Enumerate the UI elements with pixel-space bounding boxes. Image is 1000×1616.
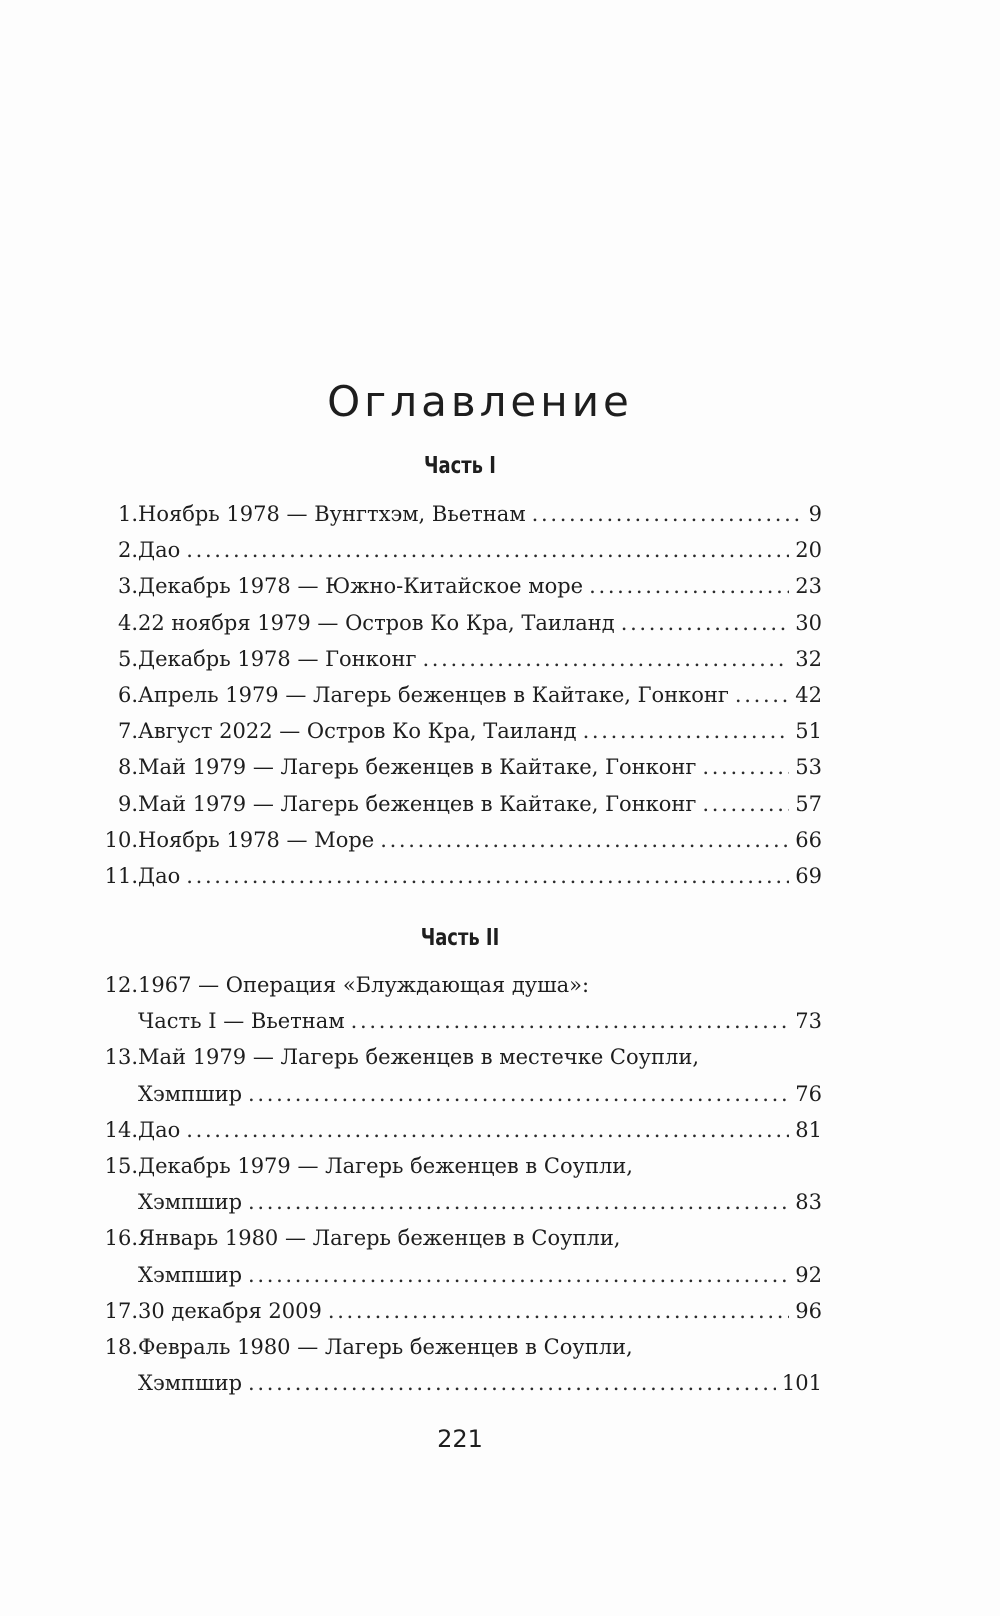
- toc-entry[interactable]: [0, 532, 1000, 568]
- toc-entry[interactable]: [0, 677, 1000, 713]
- toc-entry[interactable]: [0, 1112, 1000, 1148]
- toc-entry[interactable]: [0, 1148, 1000, 1220]
- toc-entry-number: 14.: [104, 1117, 138, 1142]
- toc-entry-page: 81: [795, 1117, 822, 1142]
- toc-entry[interactable]: [0, 605, 1000, 641]
- toc-entry-title: Дао: [138, 538, 181, 563]
- toc-entry-title: Февраль 1980 — Лагерь беженцев в Соупли,: [138, 1335, 633, 1359]
- part-heading-1: Часть I: [424, 453, 496, 479]
- toc-entry-page: 42: [795, 683, 822, 707]
- toc-entry-title: Хэмпшир: [138, 1081, 243, 1106]
- dot-leader: [702, 786, 789, 822]
- toc-entry-title: Январь 1980 — Лагерь беженцев в Соупли,: [138, 1226, 621, 1251]
- toc-entry[interactable]: [0, 1039, 1000, 1111]
- toc-entry-page: 69: [795, 864, 822, 888]
- toc-entry-title: Май 1979 — Лагерь беженцев в Кайтаке, Гонконг: [138, 755, 697, 780]
- dot-leader: [328, 1293, 789, 1329]
- toc-entry-title: Август 2022 — Остров Ко Кра, Таиланд: [138, 719, 577, 744]
- toc-entry-number: 18.: [104, 1335, 138, 1359]
- toc-entry[interactable]: [0, 858, 1000, 894]
- toc-entry[interactable]: [0, 713, 1000, 749]
- toc-entry-page: 76: [795, 1081, 822, 1106]
- toc-entry[interactable]: [0, 1220, 1000, 1292]
- toc-entry-title: Ноябрь 1978 — Море: [138, 827, 375, 852]
- toc-entry-number: 9.: [117, 791, 138, 816]
- toc-entry-number: 4.: [117, 610, 138, 635]
- toc-entry-title: 22 ноября 1979 — Остров Ко Кра, Таиланд: [138, 610, 615, 635]
- dot-leader: [248, 1365, 776, 1401]
- toc-entry-number: 15.: [104, 1154, 138, 1178]
- toc-entry-page: 20: [795, 538, 822, 563]
- dot-leader: [186, 1112, 789, 1148]
- toc-entry-title: Декабрь 1979 — Лагерь беженцев в Соупли,: [138, 1154, 633, 1178]
- toc-entry-title: 1967 — Операция «Блуждающая душа»:: [138, 973, 590, 997]
- dot-leader: [422, 641, 789, 677]
- toc-entry-title: Хэмпшир: [138, 1371, 243, 1396]
- toc-entry-title: Декабрь 1978 — Южно-Китайское море: [138, 574, 584, 599]
- toc-entry-title: Дао: [138, 864, 181, 888]
- toc-entry-page: 66: [795, 827, 822, 852]
- toc-entry-title: Хэмпшир: [138, 1262, 243, 1287]
- toc-entry-number: 3.: [117, 574, 138, 599]
- toc-entry-number: 10.: [104, 827, 138, 852]
- toc-entry[interactable]: [0, 822, 1000, 858]
- toc-entry-page: 83: [795, 1190, 822, 1215]
- toc-entry-page: 32: [795, 646, 822, 671]
- toc-entry-number: 12.: [104, 973, 138, 997]
- page-number: 221: [437, 1425, 483, 1453]
- toc-entry-number: 8.: [117, 755, 138, 780]
- dot-leader: [702, 749, 789, 785]
- dot-leader: [186, 858, 789, 894]
- toc-entry-title: Дао: [138, 1117, 181, 1142]
- dot-leader: [735, 677, 789, 713]
- page-title: Оглавление: [327, 377, 633, 426]
- dot-leader: [589, 568, 789, 604]
- toc-entry-title: Апрель 1979 — Лагерь беженцев в Кайтаке, Гонконг: [138, 683, 729, 707]
- toc-entry-page: 23: [795, 574, 822, 599]
- toc-entry[interactable]: [0, 496, 1000, 532]
- toc-entry[interactable]: [0, 1329, 1000, 1401]
- toc-entry-title: Декабрь 1978 — Гонконг: [138, 646, 417, 671]
- toc-entry[interactable]: [0, 568, 1000, 604]
- toc-entry-number: 7.: [117, 719, 138, 744]
- toc-entry-number: 6.: [117, 683, 138, 707]
- dot-leader: [351, 1003, 790, 1039]
- toc-entry[interactable]: [0, 967, 1000, 1039]
- toc-entry-page: 53: [795, 755, 822, 780]
- dot-leader: [248, 1076, 789, 1112]
- toc-entry-number: 5.: [117, 646, 138, 671]
- toc-entry-number: 16.: [104, 1226, 138, 1251]
- toc-entry-number: 11.: [104, 864, 138, 888]
- toc-entry[interactable]: [0, 749, 1000, 785]
- dot-leader: [532, 496, 803, 532]
- toc-entry-number: 13.: [104, 1045, 138, 1070]
- toc-entry-title: Май 1979 — Лагерь беженцев в Кайтаке, Гонконг: [138, 791, 697, 816]
- toc-entry-page: 30: [795, 610, 822, 635]
- toc-entry-number: 1.: [117, 502, 138, 526]
- toc-entry-page: 9: [808, 502, 822, 526]
- toc-entry-number: 2.: [117, 538, 138, 563]
- toc-entry-title: Май 1979 — Лагерь беженцев в местечке Соупли,: [138, 1045, 700, 1070]
- toc-entry[interactable]: [0, 641, 1000, 677]
- toc-entry[interactable]: [0, 786, 1000, 822]
- toc-entry-page: 57: [795, 791, 822, 816]
- part-heading-2: Часть II: [420, 925, 500, 951]
- dot-leader: [248, 1184, 789, 1220]
- toc-entry-page: 73: [795, 1009, 822, 1034]
- dot-leader: [583, 713, 790, 749]
- toc-entry[interactable]: [0, 1293, 1000, 1329]
- dot-leader: [186, 532, 789, 568]
- toc-entry-title: 30 декабря 2009: [138, 1298, 322, 1323]
- toc-entry-title: Часть I — Вьетнам: [138, 1009, 345, 1034]
- dot-leader: [248, 1257, 789, 1293]
- toc-entry-title: Ноябрь 1978 — Вунгтхэм, Вьетнам: [138, 502, 526, 526]
- toc-entry-number: 17.: [104, 1298, 138, 1323]
- toc-entry-title: Хэмпшир: [138, 1190, 243, 1215]
- toc-entry-page: 96: [795, 1298, 822, 1323]
- toc-entry-page: 51: [795, 719, 822, 744]
- toc-entry-page: 92: [795, 1262, 822, 1287]
- toc-entry-page: 101: [781, 1371, 822, 1396]
- dot-leader: [380, 822, 789, 858]
- dot-leader: [621, 605, 790, 641]
